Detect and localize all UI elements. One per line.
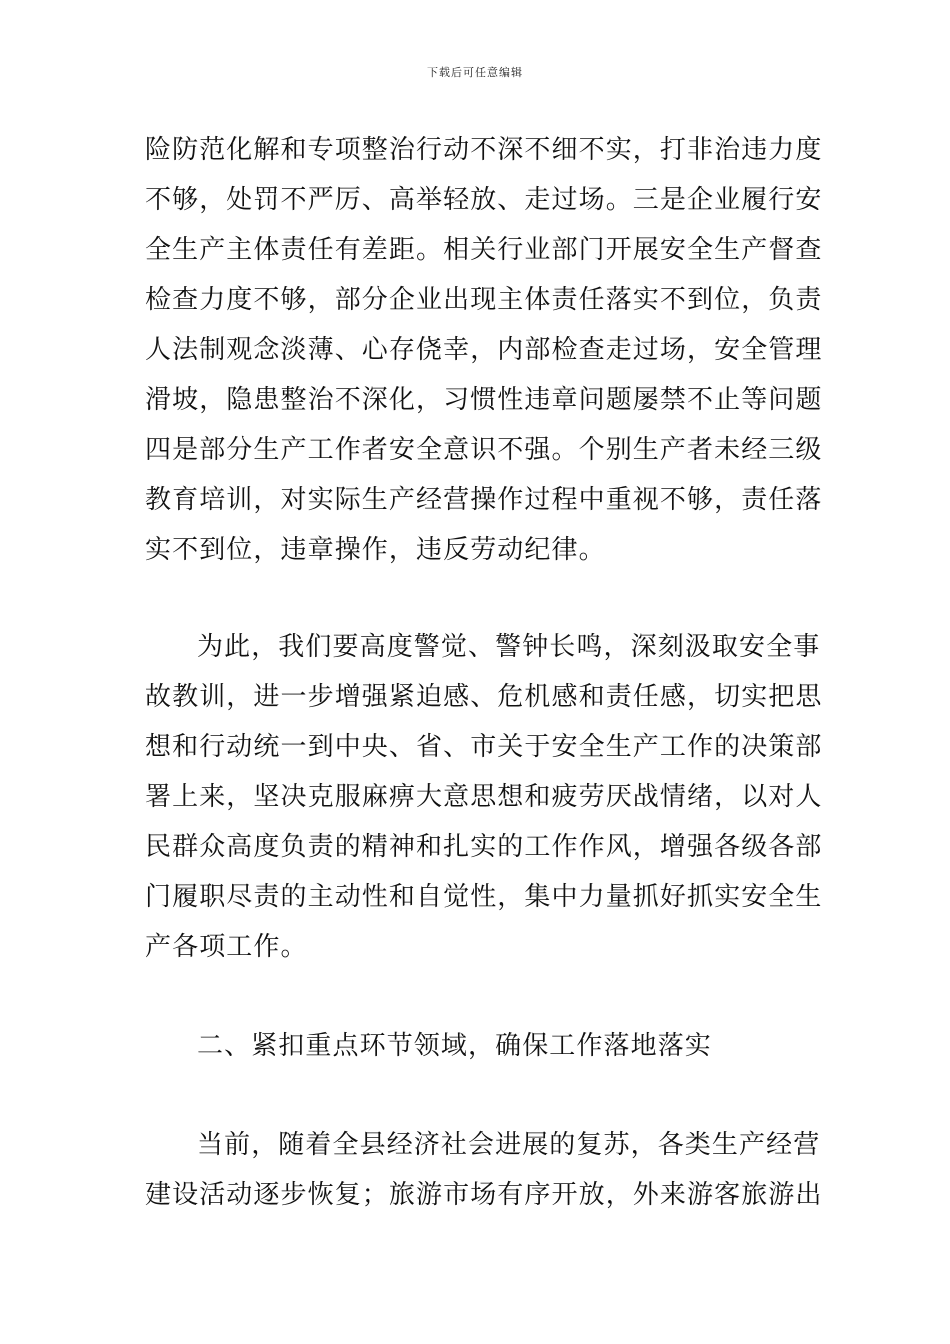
text-line: 当前，随着全县经济社会进展的复苏，各类生产经营 [197,1130,821,1160]
text-line: 产各项工作。 [145,932,308,962]
page-header-watermark: 下载后可任意编辑 [427,66,523,79]
body-paragraph [145,1120,823,1220]
text-line: 滑坡，隐患整治不深化，习惯性违章问题屡禁不止等问题 [145,385,823,415]
text-line: 四是部分生产工作者安全意识不强。个别生产者未经三级 [145,435,823,465]
text-line: 为此，我们要高度警觉、警钟长鸣，深刻汲取安全事 [197,632,821,662]
text-line: 想和行动统一到中央、省、市关于安全生产工作的决策部 [145,732,823,762]
text-line: 民群众高度负责的精神和扎实的工作作风，增强各级各部 [145,832,823,862]
text-line: 教育培训，对实际生产经营操作过程中重视不够，责任落 [145,485,823,515]
body-paragraph [145,622,823,972]
text-line: 险防范化解和专项整治行动不深不细不实，打非治违力度 [145,135,823,165]
text-line: 检查力度不够，部分企业出现主体责任落实不到位，负责 [145,285,823,315]
text-line: 全生产主体责任有差距。相关行业部门开展安全生产督查 [145,235,823,265]
section-heading [145,1021,807,1071]
text-line: 人法制观念淡薄、心存侥幸，内部检查走过场，安全管理 [145,335,823,365]
text-line: 署上来，坚决克服麻痹大意思想和疲劳厌战情绪，以对人 [145,782,823,812]
section-heading-text: 二、紧扣重点环节领域，确保工作落地落实 [197,1031,712,1061]
text-line: 不够，处罚不严厉、高举轻放、走过场。三是企业履行安 [145,185,823,215]
text-line: 故教训，进一步增强紧迫感、危机感和责任感，切实把思 [145,682,823,712]
text-line: 门履职尽责的主动性和自觉性，集中力量抓好抓实安全生 [145,882,823,912]
text-line: 实不到位，违章操作，违反劳动纪律。 [145,535,606,565]
body-paragraph [145,125,823,575]
text-line: 建设活动逐步恢复；旅游市场有序开放，外来游客旅游出 [145,1180,823,1210]
